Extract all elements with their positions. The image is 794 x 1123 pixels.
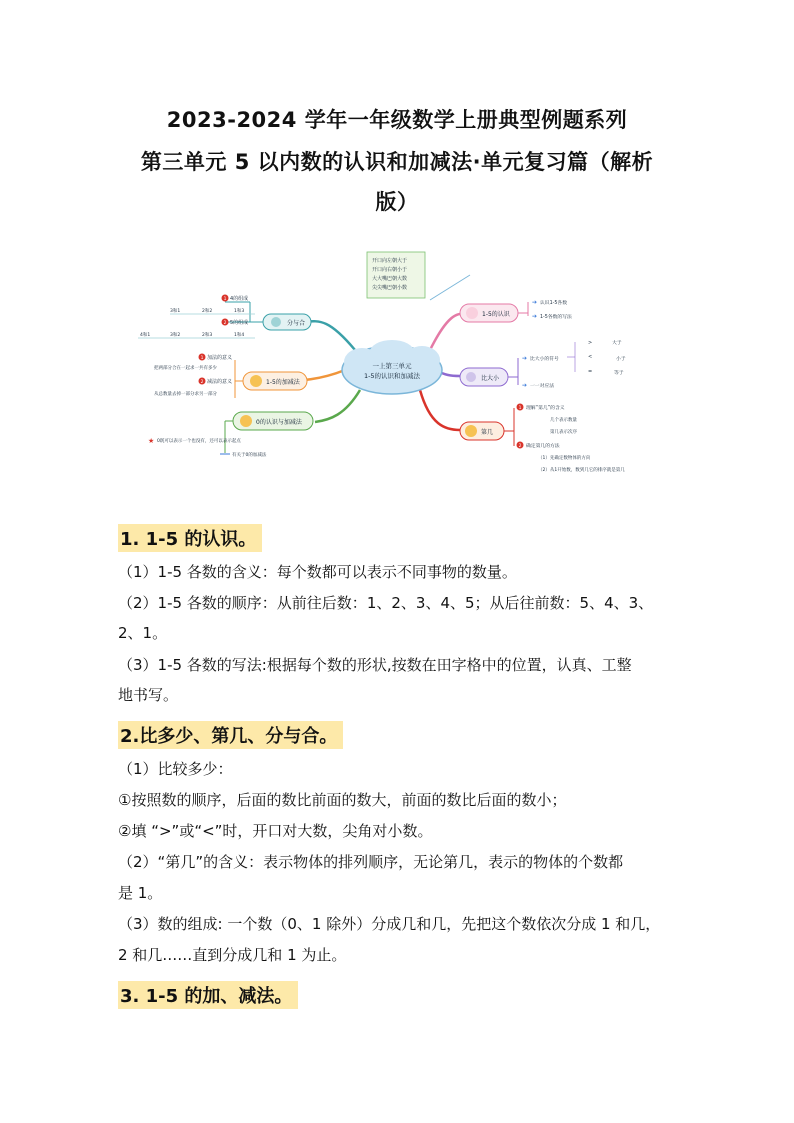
svg-text:➔: ➔ (532, 299, 538, 306)
section-1-line: （3）1-5 各数的写法:根据每个数的形状,按数在田字格中的位置，认真、工整 (118, 656, 632, 674)
zero-note2: 有关于0的加减法 (232, 453, 267, 458)
elephant-icon (466, 372, 476, 382)
document-title-line1: 2023-2024 学年一年级数学上册典型例题系列 (166, 108, 628, 132)
branch-bidaxiao (460, 339, 626, 389)
bidaxiao-sym3: = (588, 369, 593, 375)
bidaxiao-sym3-word: 等于 (614, 371, 624, 376)
center-label-2: 1-5的认识和加减法 (363, 372, 421, 380)
pig-icon (466, 307, 478, 319)
branch-zero (148, 412, 313, 458)
section-3-heading: 3. 1-5 的加、减法。 (118, 981, 298, 1009)
bidaxiao-sym2: < (588, 354, 593, 360)
top-note-1: 开口向左朝大于 (372, 258, 408, 264)
section-1-heading: 1. 1-5 的认识。 (118, 524, 262, 552)
diji-sub1: 理解“第几”的含义 (526, 406, 565, 411)
svg-text:1: 1 (223, 297, 227, 302)
jiajian-sub1-desc: 把两部分合在一起求一共有多少 (154, 366, 217, 371)
document-title-line3: 版） (375, 190, 419, 214)
renshi-sub2: 1-5各数的写法 (540, 315, 572, 320)
branch-renshi (460, 299, 572, 322)
jiajian-sub1: 加法的意义 (207, 355, 233, 361)
tiger-icon (465, 425, 477, 437)
mind-map (130, 240, 670, 495)
bidaxiao-sym1: > (588, 340, 593, 346)
svg-text:2: 2 (518, 444, 522, 449)
bidaxiao-sub2: 一一对应法 (530, 384, 554, 389)
zero-label: 0的认识与加减法 (256, 419, 302, 426)
fenyuhe-row2-2: 3和2 (170, 333, 181, 338)
bidaxiao-sym2-word: 小于 (616, 357, 626, 362)
fenyuhe-row1-3: 1和3 (234, 309, 245, 314)
section-2-line: ①按照数的顺序，后面的数比前面的数大，前面的数比后面的数小； (118, 791, 567, 809)
center-label-1: 一上第三单元 (372, 362, 412, 370)
shell-icon (271, 317, 281, 327)
document-title-line2: 第三单元 5 以内数的认识和加减法·单元复习篇（解析 (140, 150, 654, 174)
star-icon: ★ (148, 437, 155, 445)
top-note-2: 开口向右朝小于 (372, 267, 408, 273)
section-1-line: （2）1-5 各数的顺序：从前往后数：1、2、3、4、5；从后往前数：5、4、3、 (118, 594, 654, 612)
jiajian-sub2-desc: 从总数量去掉一部分求另一部分 (154, 392, 217, 397)
section-2-line: 是 1。 (118, 884, 163, 902)
diji-sub2a: （1）先确定数物体的方向 (538, 456, 591, 461)
section-2-heading: 2.比多少、第几、分与合。 (118, 721, 343, 749)
branch-jiajian (154, 354, 307, 399)
branch-fenyuhe (138, 295, 311, 339)
bidaxiao-sub1: 比大小的符号 (530, 357, 559, 362)
fenyuhe-row1-2: 2和2 (202, 309, 213, 314)
diji-sub1b: 第几表示次序 (550, 430, 577, 435)
top-note-3: 大大嘴巴朝大数 (372, 276, 408, 282)
fenyuhe-row2-3: 2和3 (202, 333, 213, 338)
section-1-line: 2、1。 (118, 624, 168, 642)
top-note-4: 尖尖嘴巴朝小数 (372, 285, 408, 291)
renshi-sub1: 认识1-5各数 (540, 301, 568, 306)
section-2-line: ②填 “>”或“<”时，开口对大数，尖角对小数。 (118, 822, 433, 840)
section-2-line: （1）比较多少： (118, 760, 233, 778)
section-2-line: 2 和几……直到分成几和 1 为止。 (118, 946, 347, 964)
bidaxiao-sym1-word: 大于 (612, 341, 622, 346)
jiajian-sub2: 减法的意义 (207, 379, 233, 385)
fenyuhe-row2-4: 1和4 (234, 333, 245, 338)
fenyuhe-row1-1: 3和1 (170, 309, 181, 314)
diji-label: 第几 (481, 429, 494, 436)
cat-icon (240, 415, 252, 427)
section-2-line: （3）数的组成: 一个数（0、1 除外）分成几和几，先把这个数依次分成 1 和几， (118, 915, 661, 933)
center-node (342, 340, 442, 394)
svg-text:1: 1 (200, 356, 204, 361)
bidaxiao-label: 比大小 (481, 375, 500, 382)
branch-diji (460, 404, 625, 474)
svg-text:➔: ➔ (532, 313, 538, 320)
svg-text:➔: ➔ (522, 355, 528, 362)
fenyuhe-label: 分与合 (287, 320, 306, 327)
renshi-label: 1-5的认识 (482, 311, 510, 318)
svg-text:2: 2 (223, 321, 227, 326)
zero-note1: 0既可以表示一个也没有，还可以表示起点 (157, 439, 241, 444)
diji-sub1a: 几个表示数量 (550, 418, 577, 423)
giraffe-icon (250, 375, 262, 387)
section-2-line: （2）“第几”的含义：表示物体的排列顺序，无论第几，表示的物体的个数都 (118, 853, 624, 871)
svg-text:➔: ➔ (522, 382, 528, 389)
fenyuhe-sub2: 5的组成 (230, 320, 249, 326)
fenyuhe-row2-1: 4和1 (140, 333, 151, 338)
section-1-line: （1）1-5 各数的含义：每个数都可以表示不同事物的数量。 (118, 563, 517, 581)
svg-text:2: 2 (200, 380, 204, 385)
jiajian-label: 1-5的加减法 (266, 379, 300, 386)
diji-sub2: 确定第几的方法 (526, 444, 560, 449)
top-note-box (367, 252, 425, 298)
section-1-line: 地书写。 (118, 686, 179, 704)
fenyuhe-sub1: 4的组成 (230, 296, 249, 302)
diji-sub2b: （2）从1开始数，数到几它的排序就是第几 (538, 468, 625, 473)
svg-text:1: 1 (518, 406, 522, 411)
